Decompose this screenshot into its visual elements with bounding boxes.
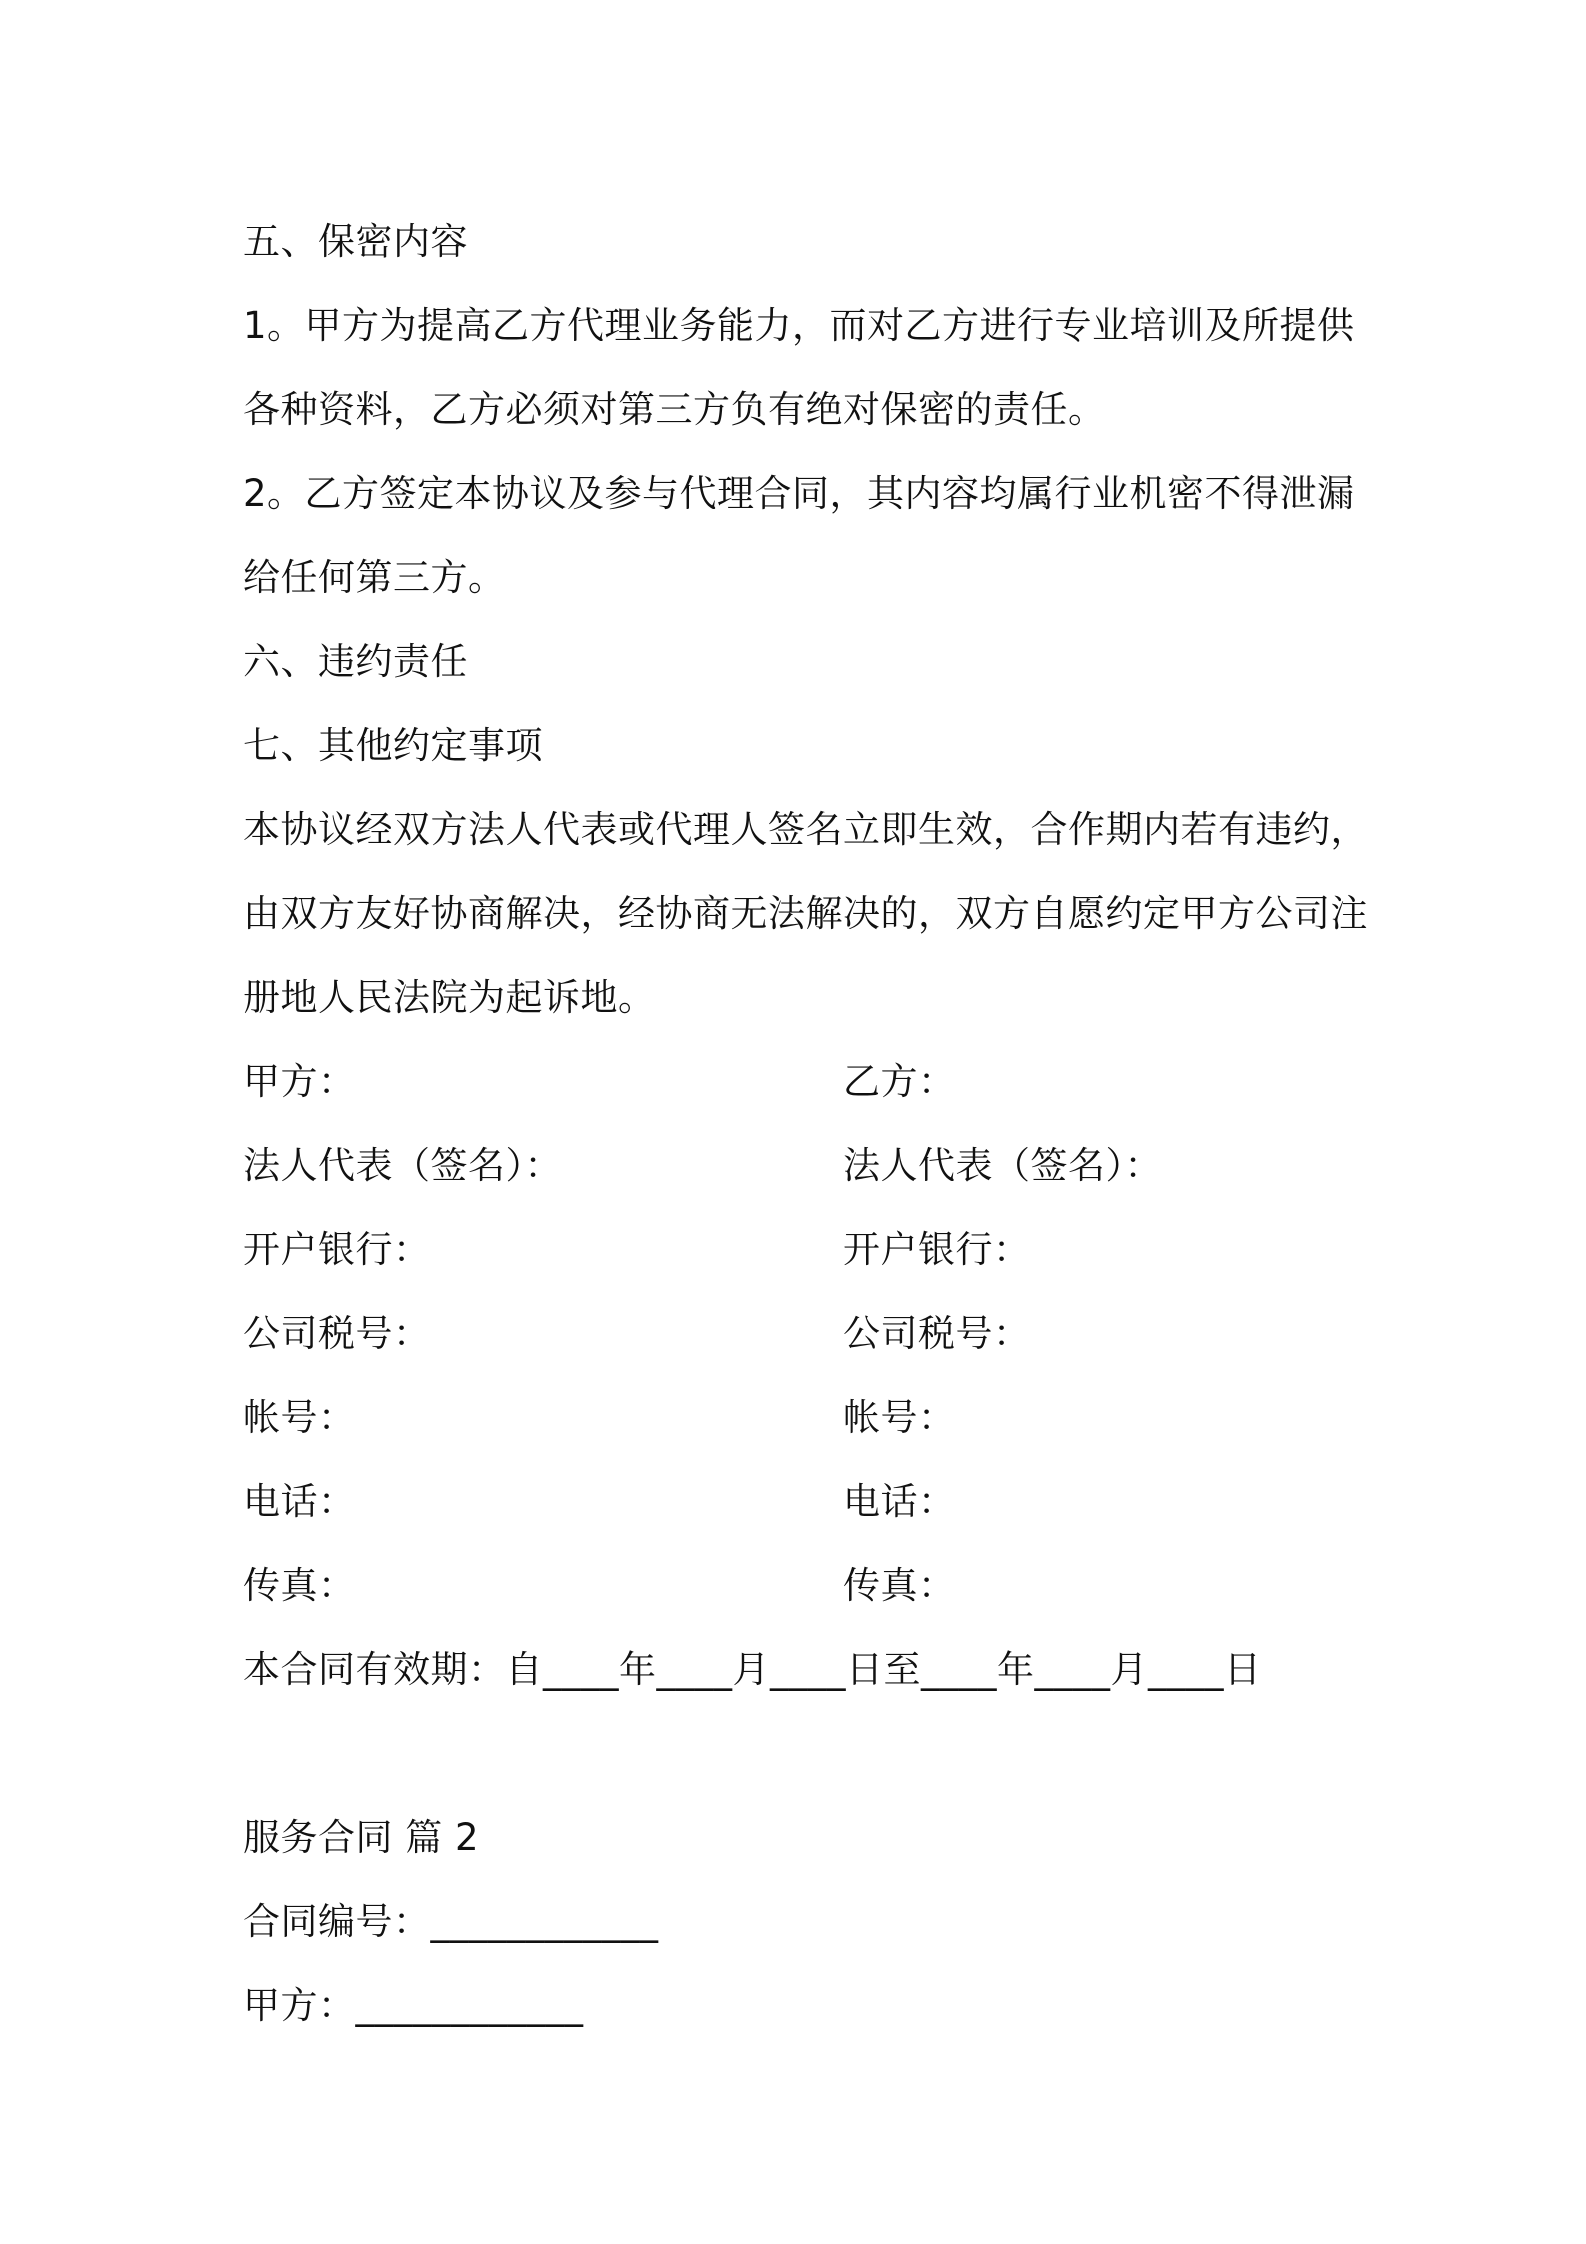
party-b-legal-rep-label: 法人代表（签名）： (843, 1144, 1162, 1187)
party-a-legal-rep-label: 法人代表（签名）： (243, 1144, 562, 1187)
party-a-fax-label: 传真： (243, 1564, 356, 1607)
party-b-label: 乙方： (843, 1060, 956, 1103)
section7-para-line2: 由双方友好协商解决，经协商无法解决的，双方自愿约定甲方公司注 (243, 892, 1368, 935)
section7-para-line3: 册地人民法院为起诉地。 (243, 976, 656, 1019)
party-b-tax-id-label: 公司税号： (843, 1312, 1031, 1355)
section5-item1-line1: 1。甲方为提高乙方代理业务能力，而对乙方进行专业培训及所提供 (243, 304, 1355, 347)
signature-row-party (243, 1040, 1363, 1124)
signature-row-account (243, 1376, 1363, 1460)
party-b-bank-label: 开户银行： (843, 1228, 1031, 1271)
party-b-account-label: 帐号： (843, 1396, 956, 1439)
section7-heading: 七、其他约定事项 (243, 724, 543, 767)
contract2-party-a: 甲方：____________ (243, 1984, 584, 2027)
section-gap (243, 1712, 1363, 1796)
signature-row-tax-id (243, 1292, 1363, 1376)
section6-heading: 六、违约责任 (243, 640, 468, 683)
document-page (243, 200, 1368, 2048)
party-a-label: 甲方： (243, 1060, 356, 1103)
section5-item1-line2: 各种资料，乙方必须对第三方负有绝对保密的责任。 (243, 388, 1106, 431)
section5-heading: 五、保密内容 (243, 220, 468, 263)
signature-row-fax (243, 1544, 1363, 1628)
party-a-account-label: 帐号： (243, 1396, 356, 1439)
section5-item2-line2: 给任何第三方。 (243, 556, 506, 599)
party-a-bank-label: 开户银行： (243, 1228, 431, 1271)
signature-row-phone (243, 1460, 1363, 1544)
party-a-tax-id-label: 公司税号： (243, 1312, 431, 1355)
party-b-fax-label: 传真： (843, 1564, 956, 1607)
party-a-phone-label: 电话： (243, 1480, 356, 1523)
contract2-title: 服务合同 篇 2 (243, 1816, 480, 1859)
signature-row-bank (243, 1208, 1363, 1292)
contract-validity-line: 本合同有效期：自____年____月____日至____年____月____日 (243, 1648, 1262, 1691)
contract2-number: 合同编号：____________ (243, 1900, 659, 1943)
signature-row-legal-rep (243, 1124, 1363, 1208)
section5-item2-line1: 2。乙方签定本协议及参与代理合同，其内容均属行业机密不得泄漏 (243, 472, 1355, 515)
party-b-phone-label: 电话： (843, 1480, 956, 1523)
section7-para-line1: 本协议经双方法人代表或代理人签名立即生效，合作期内若有违约， (243, 808, 1368, 851)
